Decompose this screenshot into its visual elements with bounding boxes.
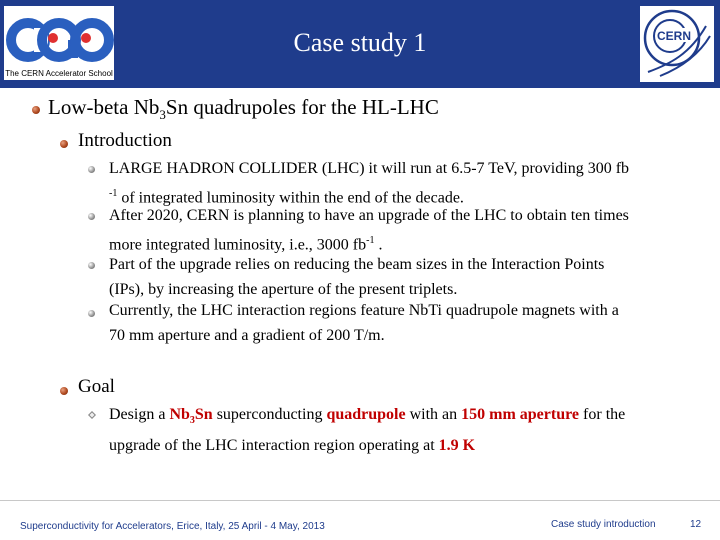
svg-text:The CERN Accelerator School: The CERN Accelerator School [5, 69, 113, 78]
sub-bullet-icon [88, 166, 95, 173]
bullet-icon [32, 106, 40, 114]
temperature-highlight: 1.9 K [438, 437, 476, 455]
nb3sn-highlight: $Nb_3Sn$ [169, 406, 213, 427]
footer-section: Case study introduction [551, 519, 656, 530]
introduction-label: Introduction [78, 130, 172, 151]
bullet-icon [60, 387, 68, 395]
intro-item-3: Part of the upgrade relies on reducing the beam sizes in the Interaction Points (IPs), by increasing the aperture of the present triplets. [109, 256, 605, 298]
bullet-icon [60, 140, 68, 148]
aperture-highlight: 150 mm aperture [461, 406, 580, 423]
footer-divider [0, 500, 720, 501]
sub-bullet-icon [88, 310, 95, 317]
slide-title: Case study 1 [293, 28, 427, 57]
diamond-bullet-icon [88, 411, 96, 419]
goal-label: Goal [78, 376, 115, 397]
svg-text:CERN: CERN [656, 29, 692, 43]
sub-bullet-icon [88, 213, 95, 220]
main-heading: Low-beta $Nb_3Sn$ quadrupoles for the HL-LHC [48, 95, 439, 123]
header-bar [0, 0, 720, 88]
quadrupole-highlight: quadrupole [326, 406, 406, 423]
footer-conference: Superconductivity for Accelerators, Erice, Italy, 25 April - 4 May, 2013 [20, 521, 325, 532]
intro-item-1: LARGE HADRON COLLIDER (LHC) it will run at 6.5-7 TeV, providing 300 fb $^{-1}$ of integrated luminosity within the end of the decade. [109, 160, 630, 207]
goal-item: Design a $Nb_3Sn$ superconducting quadrupole with an 150 mm aperture for the upgrade of the LHC interaction region operating at 1.9 K [109, 406, 626, 455]
intro-item-2: After 2020, CERN is planning to have an upgrade of the LHC to obtain ten times more integrated luminosity, i.e., 3000 $fb^{-1}$ . [109, 207, 629, 254]
intro-item-4: Currently, the LHC interaction regions feature NbTi quadrupole magnets with a 70 mm aperture and a gradient of 200 T/m. [109, 302, 619, 344]
sub-bullet-icon [88, 262, 95, 269]
page-number: 12 [690, 519, 702, 530]
cern-logo [640, 6, 714, 82]
